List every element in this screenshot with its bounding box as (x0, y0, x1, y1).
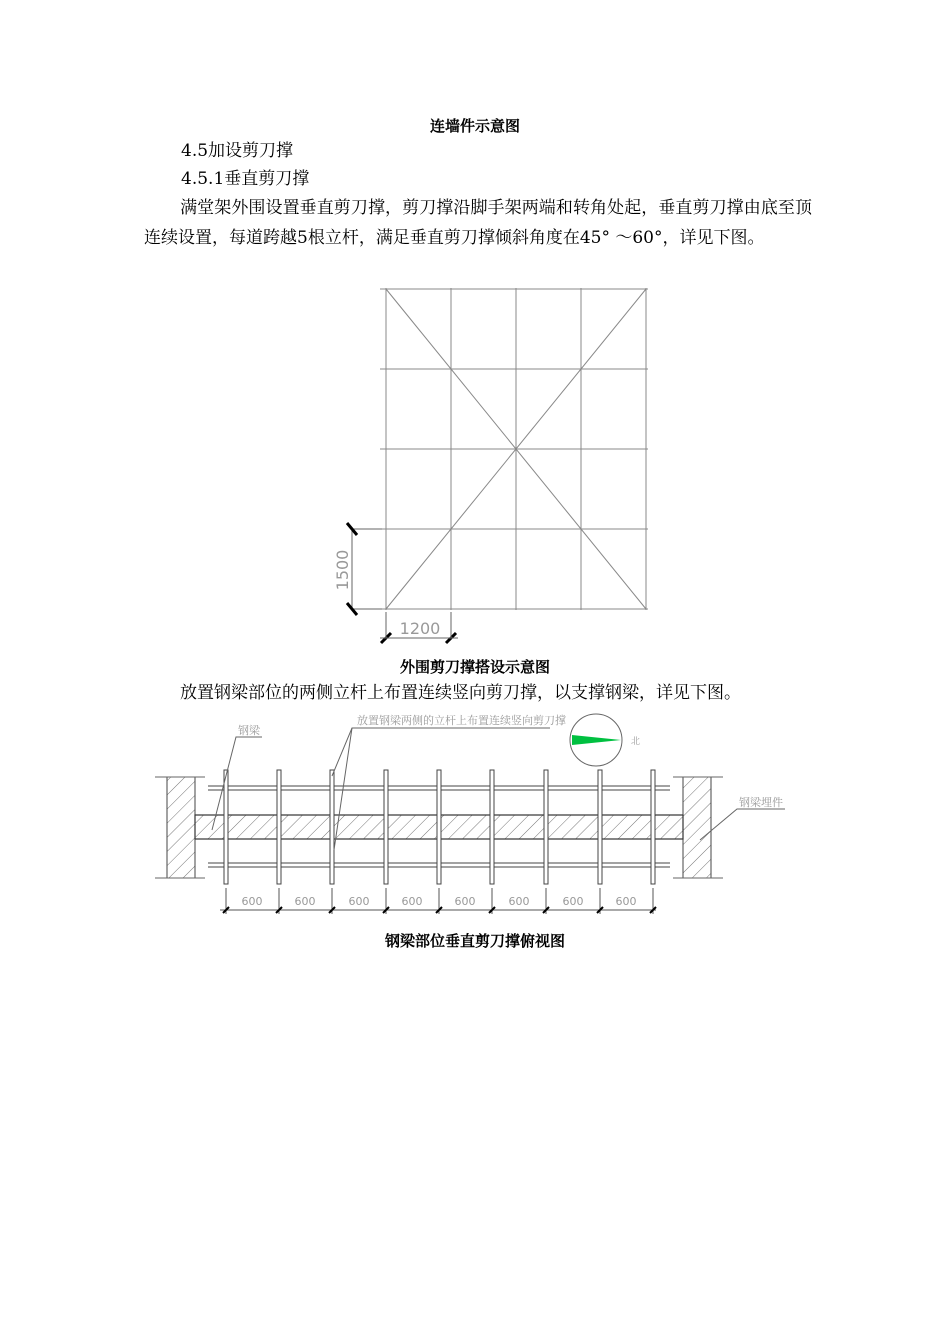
compass-circle (570, 714, 622, 766)
spacing-label: 600 (348, 895, 370, 908)
spacing-label: 600 (241, 895, 263, 908)
heading-4-5-1: 4.5.1垂直剪刀撑 (181, 169, 310, 189)
grid-lines (380, 288, 648, 610)
paragraph-vertical-brace-text: 满堂架外围设置垂直剪刀撑，剪刀撑沿脚手架两端和转角处起，垂直剪刀撑由底至顶连续设置，每道跨越5根立杆，满足垂直剪刀撑倾斜角度在45° ～60°，详见下图。 (144, 198, 812, 248)
diagonal-brace (386, 289, 646, 609)
caption-perimeter-brace: 外围剪刀撑搭设示意图 (399, 658, 550, 676)
leader-brace (332, 728, 550, 850)
posts (224, 770, 655, 884)
spacing-label: 600 (401, 895, 423, 908)
dimension-vertical-label: 1500 (333, 549, 352, 591)
dimension-horizontal (380, 612, 458, 638)
dimension-horizontal-label: 1200 (399, 619, 441, 638)
steel-beam (195, 815, 683, 839)
spacing-label: 600 (615, 895, 637, 908)
post (277, 770, 281, 884)
caption-wall-connector: 连墙件示意图 (429, 117, 520, 135)
caption-beam-plan: 钢梁部位垂直剪刀撑俯视图 (384, 932, 565, 950)
spacing-label: 600 (454, 895, 476, 908)
label-embed: 钢梁埋件 (739, 796, 783, 809)
post (384, 770, 388, 884)
label-north: 北 (631, 737, 641, 747)
dimension-vertical (352, 528, 382, 610)
spacing-label: 600 (294, 895, 316, 908)
wall-right (673, 777, 723, 878)
spacing-dimension (220, 888, 656, 914)
spacing-ticks (223, 907, 656, 913)
post (437, 770, 441, 884)
post (490, 770, 494, 884)
dimension-ticks (347, 523, 456, 643)
spacing-label: 600 (508, 895, 530, 908)
spacing-label: 600 (562, 895, 584, 908)
post (598, 770, 602, 884)
paragraph-vertical-brace (144, 193, 812, 253)
post (224, 770, 228, 884)
post (651, 770, 655, 884)
diagonal-brace (386, 289, 646, 609)
leader-beam (212, 737, 262, 830)
ledgers (208, 786, 670, 867)
leader-embed (700, 809, 785, 840)
paragraph-beam-brace-text: 放置钢梁部位的两侧立杆上布置连续竖向剪刀撑，以支撑钢梁，详见下图。 (180, 683, 741, 703)
north-icon (572, 735, 621, 745)
post (544, 770, 548, 884)
paragraph-beam-brace (144, 678, 812, 708)
post (330, 770, 334, 884)
label-beam: 钢梁 (238, 724, 260, 737)
label-brace: 放置钢梁两侧的立杆上布置连续竖向剪刀撑 (357, 714, 566, 727)
north-arrow (570, 714, 622, 766)
wall-left (155, 777, 205, 878)
heading-4-5: 4.5加设剪刀撑 (181, 141, 294, 161)
